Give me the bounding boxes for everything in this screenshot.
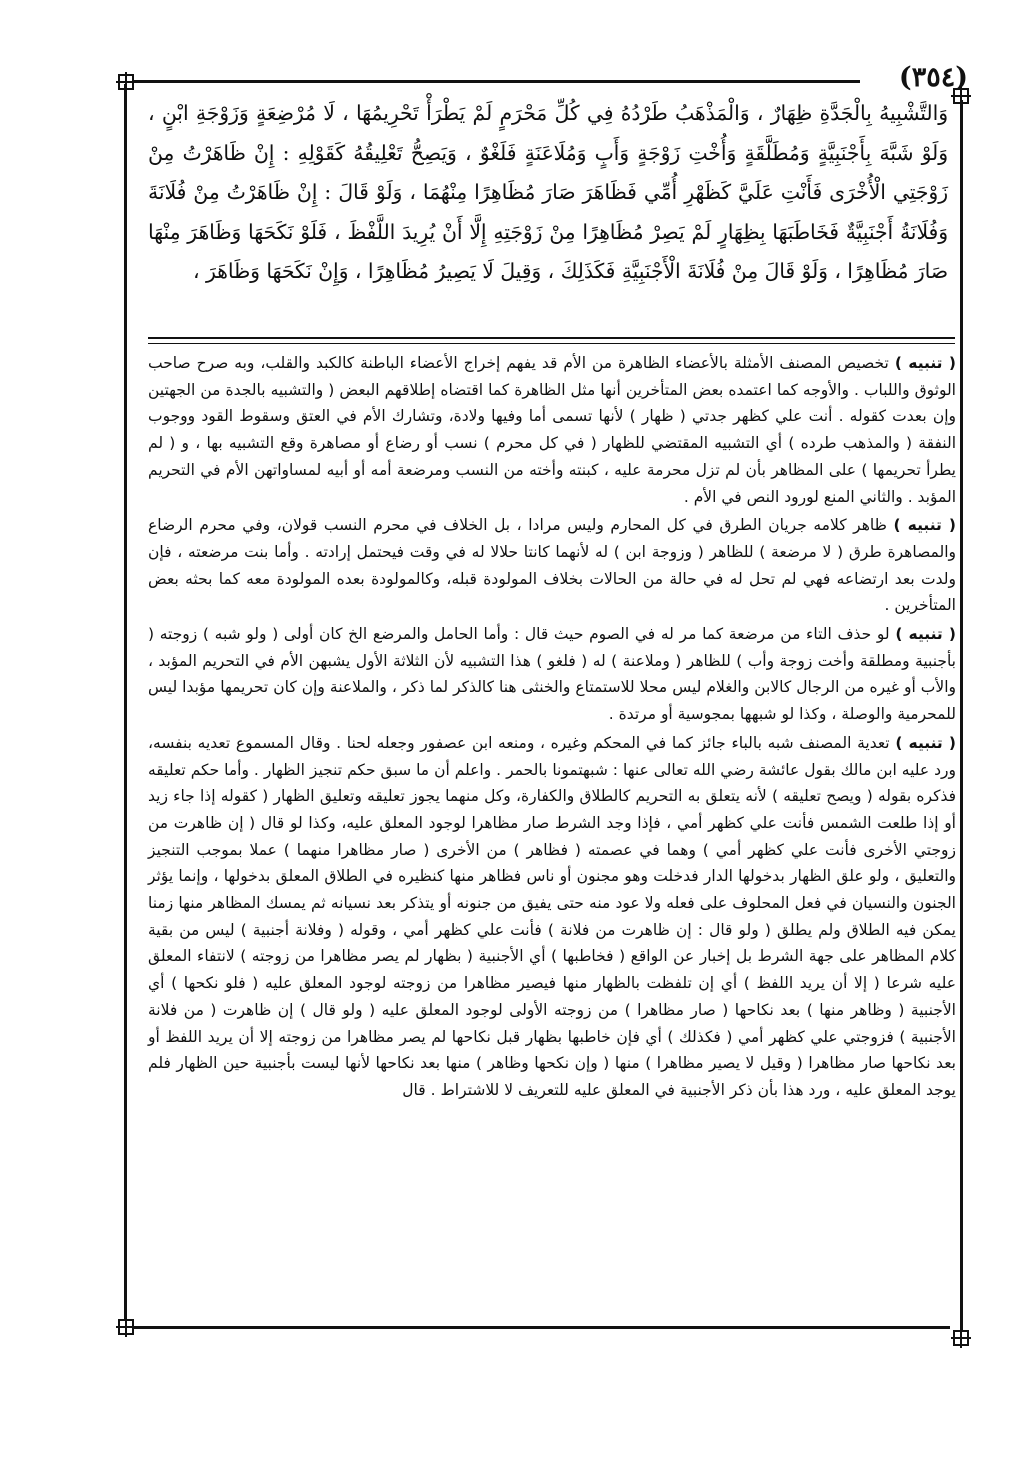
note-label: ( تنبيه ) <box>895 733 956 752</box>
commentary-note <box>148 621 956 728</box>
page-number: (٣٥٤) <box>898 62 968 93</box>
commentary <box>148 350 956 1106</box>
commentary-note <box>148 512 956 619</box>
note-text: ظاهر كلامه جريان الطرق في كل المحارم وليس مرادا ، بل الخلاف في محرم النسب قولان، وفي محرم الرضاع والمصاهرة طرق ( لا مرضعة ) للظاهر ( وزوجة ابن ) له لأنهما كانتا حلالا له في وقت فيحتمل إرادته . وأما بنت مرضعته ، فإن ولدت بعد ارتضاعه فهي لم تحل له في حالة من الحالات بخلاف المولودة قبله، وكالمولودة بعده المولودة معه كما بحثه بعض المتأخرين . <box>148 516 956 615</box>
separator-line <box>148 343 955 344</box>
commentary-note <box>148 350 956 510</box>
frame-left-line <box>124 84 127 1319</box>
note-label: ( تنبيه ) <box>895 625 956 644</box>
main-text <box>148 94 948 292</box>
corner-ornament-icon <box>951 1328 971 1348</box>
note-label: ( تنبيه ) <box>893 516 956 535</box>
frame-top-line <box>134 80 860 83</box>
note-text: تخصيص المصنف الأمثلة بالأعضاء الظاهرة من الأم قد يفهم إخراج الأعضاء الباطنة كالكبد والقلب، وبه صرح صاحب الوثوق واللباب . والأوجه كما اعتمده بعض المتأخرين أنها مثل الظاهرة كما اقتضاه إطلاقهم البعض ( والتشبيه بالجدة من الجهتين وإن بعدت كقوله . أنت علي كظهر جدتي ( ظهار ) لأنها تسمى أما وفيها ولادة، وتشارك الأم في العتق وسقوط القود ووجوب النفقة ( والمذهب طرده ) أي التشبيه المقتضي للظهار ( في كل محرم ) نسب أو رضاع أو مصاهرة وقع التشبيه بها ، و ( لم يطرأ تحريمها ) على المظاهر بأن لم تزل محرمة عليه ، كبنته وأخته من النسب ومرضعة أمه أو أبيه لمساواتهن الأم في التحريم المؤبد . والثاني المنع لورود النص في الأم . <box>148 354 956 506</box>
separator-line <box>148 337 955 339</box>
commentary-note <box>148 730 956 1104</box>
frame-right-line <box>960 100 963 1332</box>
corner-ornament-icon <box>116 72 136 92</box>
frame-bottom-line <box>134 1326 950 1329</box>
note-label: ( تنبيه ) <box>894 354 956 372</box>
corner-ornament-icon <box>116 1317 136 1337</box>
note-text: لو حذف التاء من مرضعة كما مر له في الصوم حيث قال : وأما الحامل والمرضع الخ كان أولى ( ولو شبه ) زوجته ( بأجنبية ومطلقة وأخت زوجة وأب ) للظاهر ( وملاعنة ) له ( فلغو ) هذا التشبيه لأن الثلاثة الأول يشبهن الأم في التحريم المؤبد ، والأب أو غيره من الرجال كالابن والغلام ليس محلا للاستمتاع والخنثى هنا كالذكر لما ذكر ، والملاعنة وإن كان تحريمها مؤبدا ليس للمحرمية والوصلة ، وكذا لو شبهها بمجوسية أو مرتدة . <box>148 625 956 724</box>
main-paragraph: وَالتَّشْبِيهُ بِالْجَدَّةِ ظِهَارٌ ، وَالْمَذْهَبُ طَرْدُهُ فِي كُلِّ مَحْرَمٍ لَمْ يَطْرَأْ تَحْرِيمُهَا ، لَا مُرْضِعَةٍ وَزَوْجَةِ ابْنٍ ، وَلَوْ شَبَّهَ بِأَجْنَبِيَّةٍ وَمُطَلَّقَةٍ وَأُخْتِ زَوْجَةٍ وَأَبٍ وَمُلَاعَنَةٍ فَلَغْوٌ ، وَيَصِحُّ تَعْلِيقُهُ كَقَوْلِهِ : إِنْ ظَاهَرْتُ مِنْ زَوْجَتِي الْأُخْرَى فَأَنْتِ عَلَيَّ كَظَهْرِ أُمِّي فَظَاهَرَ صَارَ مُظَاهِرًا مِنْهُمَا ، وَلَوْ قَالَ : إِنْ ظَاهَرْتُ مِنْ فُلَانَةَ وَفُلَانَةُ أَجْنَبِيَّةٌ فَخَاطَبَهَا بِظِهَارٍ لَمْ يَصِرْ مُظَاهِرًا مِنْ زَوْجَتِهِ إِلَّا أَنْ يُرِيدَ اللَّفْظَ ، فَلَوْ نَكَحَهَا وَظَاهَرَ مِنْهَا صَارَ مُظَاهِرًا ، وَلَوْ قَالَ مِنْ فُلَانَةَ الْأَجْنَبِيَّةِ فَكَذَلِكَ ، وَقِيلَ لَا يَصِيرُ مُظَاهِرًا ، وَإِنْ نَكَحَهَا وَظَاهَرَ ، <box>148 101 948 283</box>
note-text: تعدية المصنف شبه بالباء جائز كما في المحكم وغيره ، ومنعه ابن عصفور وجعله لحنا . وقال المسموع تعديه بنفسه، ورد عليه ابن مالك بقول عائشة رضي الله تعالى عنها : شبهتمونا بالحمر . واعلم أن ما سبق حكم تنجيز الظهار . وأما حكم تعليقه فذكره بقوله ( ويصح تعليقه ) لأنه يتعلق به التحريم كالطلاق والكفارة، وكل منهما يجوز تعليقه وتعليق الظهار ( كقوله إذا جاء زيد أو إذا طلعت الشمس فأنت علي كظهر أمي ، فإذا وجد الشرط صار مظاهرا لوجود المعلق عليه، وكذا لو قال ( إن ظاهرت من زوجتي الأخرى فأنت علي كظهر أمي ) وهما في عصمته ( فظاهر ) من الأخرى ( صار مظاهرا منهما ) عملا بموجب التنجيز والتعليق ، ولو علق الظهار بدخولها الدار فدخلت وهو مجنون أو ناس فظاهر منها كنظيره في الطلاق المعلق بدخولها ، وإنما يؤثر الجنون والنسيان في فعل المحلوف على فعله ولا عود منه حتى يفيق من جنونه أو يتذكر بعد نسيانه ثم يمسك المظاهر منها زمنا يمكن فيه الطلاق ولم يطلق ( ولو قال : إن ظاهرت من فلانة ) فأنت علي كظهر أمي ، وقوله ( وفلانة أجنبية ) ليس من بقية كلام المظاهر على جهة الشرط بل إخبار عن الواقع ( فخاطبها ) أي الأجنبية ( بظهار لم يصر مظاهرا من زوجته ) لانتفاء المعلق عليه شرعا ( إلا أن يريد اللفظ ) أي إن تلفظت بالظهار منها فيصير مظاهرا من زوجته لوجود المعلق عليه ( فلو نكحها ) أي الأجنبية ( وظاهر منها ) بعد نكاحها ( صار مظاهرا ) من زوجته الأولى لوجود المعلق عليه ( ولو قال ) إن ظاهرت ( من فلانة الأجنبية ) فزوجتي علي كظهر أمي ( فكذلك ) أي فإن خاطبها بظهار قبل نكاحها لم يصر مظاهرا من زوجته إلا أن يريد اللفظ أو بعد نكاحها صار مظاهرا ( وقيل لا يصير مظاهرا ) منها ( وإن نكحها وظاهر ) منها بعد نكاحها لأنها ليست بأجنبية حين الظهار فلم يوجد المعلق عليه ، ورد هذا بأن ذكر الأجنبية في المعلق عليه للتعريف لا للاشتراط . قال <box>148 733 956 1099</box>
